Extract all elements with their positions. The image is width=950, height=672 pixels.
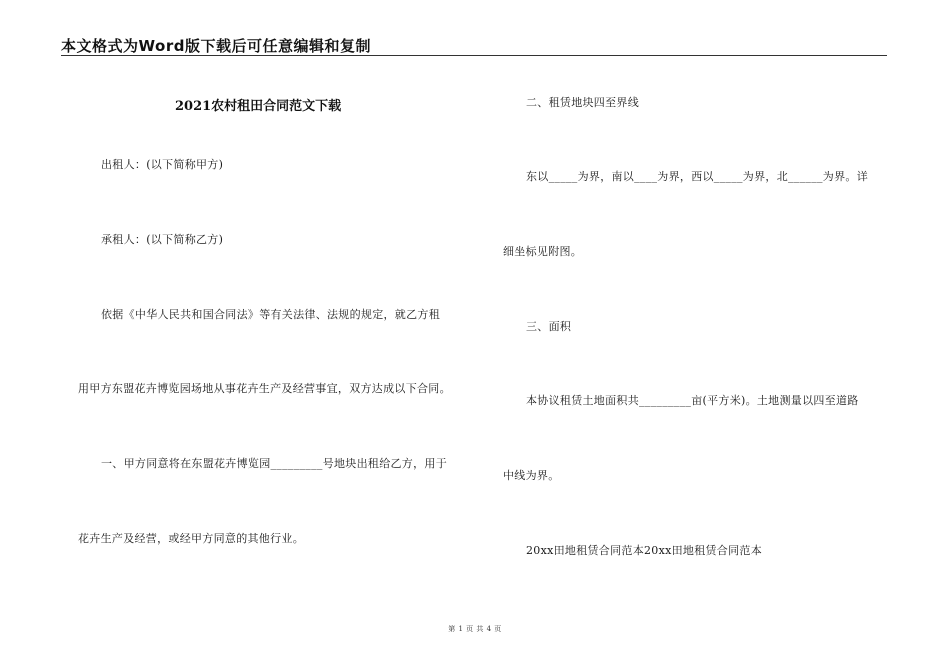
paragraph-basis-line-2: 用甲方东盟花卉博览园场地从事花卉生产及经营事宜，双方达成以下合同。 — [78, 382, 451, 395]
clause-2-line-2: 细坐标见附图。 — [503, 245, 583, 258]
paragraph-basis-line-1: 依据《中华人民共和国合同法》等有关法律、法规的规定，就乙方租 — [101, 308, 440, 321]
clause-2-title: 二、租赁地块四至界线 — [526, 96, 639, 109]
clause-1-line-1: 一、甲方同意将在东盟花卉博览园_________号地块出租给乙方，用于 — [101, 457, 447, 470]
header-divider — [61, 55, 887, 56]
page-number: 第 1 页 共 4 页 — [448, 625, 502, 633]
clause-3-line-2: 中线为界。 — [503, 469, 560, 482]
lessor-line: 出租人：(以下简称甲方) — [101, 158, 224, 171]
clause-2-line-1: 东以_____为界，南以____为界，西以_____为界，北______为界。详 — [526, 170, 868, 183]
document-title: 2021农村租田合同范文下载 — [175, 99, 342, 114]
clause-3-title: 三、面积 — [526, 320, 572, 333]
document-header: 本文格式为Word版下载后可任意编辑和复制 — [61, 37, 371, 55]
closing-line: 20xx田地租赁合同范本20xx田地租赁合同范本 — [526, 544, 763, 557]
lessee-line: 承租人：(以下简称乙方) — [101, 233, 224, 246]
clause-3-line-1: 本协议租赁土地面积共_________亩(平方米)。土地测量以四至道路 — [526, 394, 859, 407]
clause-1-line-2: 花卉生产及经营，或经甲方同意的其他行业。 — [78, 532, 304, 545]
